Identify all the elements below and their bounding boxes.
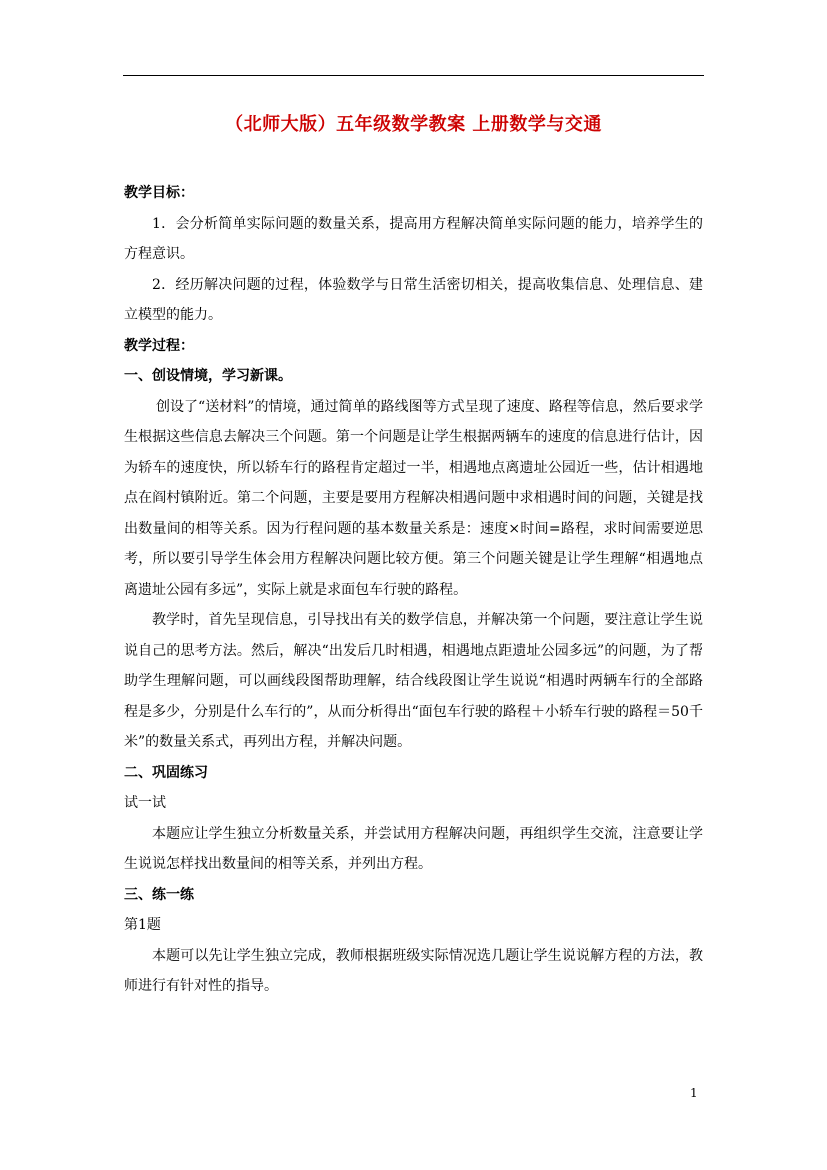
document-body xyxy=(124,178,703,1002)
goal-1: 1．会分析简单实际问题的数量关系，提高用方程解决简单实际问题的能力，培养学生的方程意识。 xyxy=(124,215,703,262)
section-2-heading: 二、巩固练习 xyxy=(124,764,208,781)
document-title: （北师大版）五年级数学教案 上册数学与交通 xyxy=(225,114,602,135)
section-1-paragraph-1: 创设了“送材料”的情境，通过简单的路线图等方式呈现了速度、路程等信息，然后要求学生根据这些信息去解决三个问题。第一个问题是让学生根据两辆车的速度的信息进行估计，因为轿车的速度快，所以轿车行的路程肯定超过一半，相遇地点离遗址公园近一些，估计相遇地点在阎村镇附近。第二个问题，主要是要用方程解决相遇问题中求相遇时间的问题，关键是找出数量间的相等关系。因为行程问题的基本数量关系是：速度×时间=路程，求时间需要逆思考，所以要引导学生体会用方程解决问题比较方便。第三个问题关键是让学生理解“相遇地点离遗址公园有多远”，实际上就是求面包车行驶的路程。 xyxy=(124,398,703,598)
section-3-heading: 三、练一练 xyxy=(124,886,194,903)
page-number: 1 xyxy=(690,1086,698,1100)
section-1-paragraph-2: 教学时，首先呈现信息，引导找出有关的数学信息，并解决第一个问题，要注意让学生说说自己的思考方法。然后，解决“出发后几时相遇，相遇地点距遗址公园多远”的问题，为了帮助学生理解问题，可以画线段图帮助理解，结合线段图让学生说说“相遇时两辆车行的全部路程是多少，分别是什么车行的”，从而分析得出“面包车行驶的路程＋小轿车行驶的路程＝50千米”的数量关系式，再列出方程，并解决问题。 xyxy=(124,612,703,750)
header-rule xyxy=(123,75,704,76)
goal-2: 2．经历解决问题的过程，体验数学与日常生活密切相关，提高收集信息、处理信息、建立模型的能力。 xyxy=(124,276,703,323)
process-heading: 教学过程： xyxy=(124,337,194,354)
section-3-subheading: 第1题 xyxy=(124,917,161,933)
section-1-heading: 一、创设情境，学习新课。 xyxy=(124,368,292,384)
section-2-paragraph: 本题应让学生独立分析数量关系，并尝试用方程解决问题，再组织学生交流，注意要让学生说说怎样找出数量间的相等关系，并列出方程。 xyxy=(124,825,703,872)
goals-heading: 教学目标： xyxy=(124,185,194,201)
section-3-paragraph: 本题可以先让学生独立完成，教师根据班级实际情况选几题让学生说说解方程的方法，教师进行有针对性的指导。 xyxy=(124,947,703,994)
section-2-subheading: 试一试 xyxy=(124,795,166,811)
